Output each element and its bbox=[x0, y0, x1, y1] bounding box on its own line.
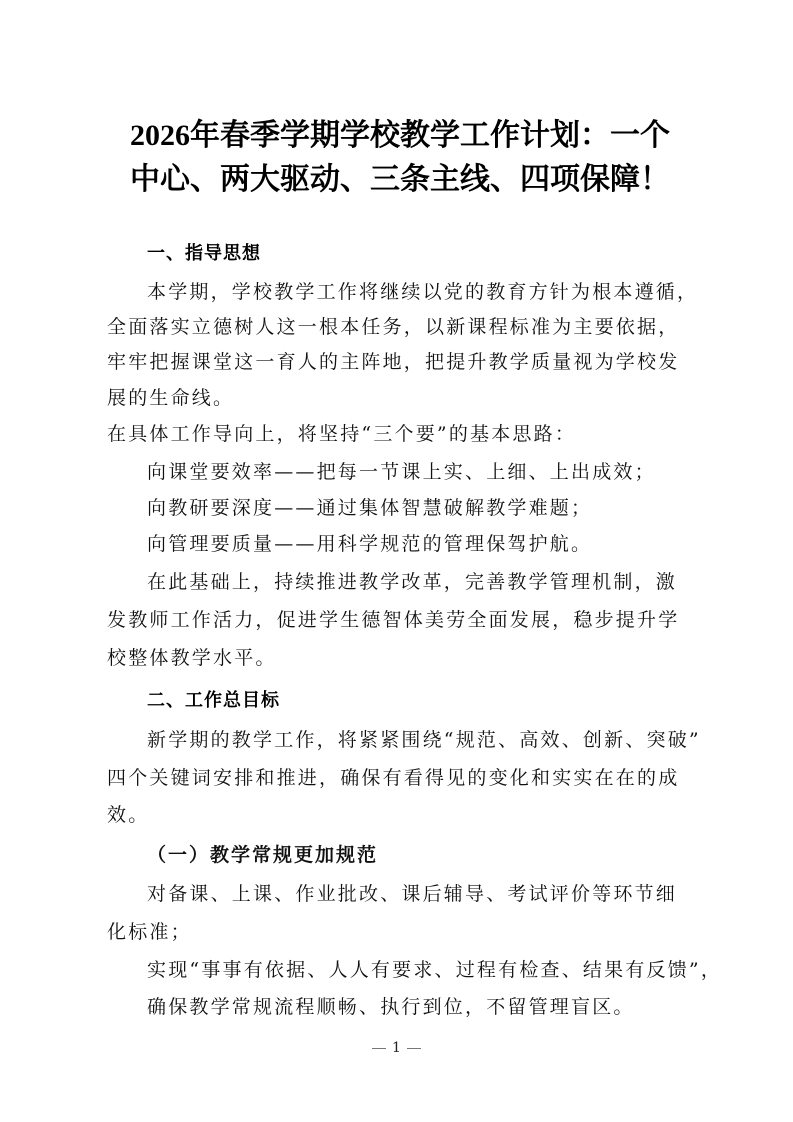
paragraph-line: 展的生命线。 bbox=[107, 387, 235, 409]
footer-dash-right bbox=[407, 1048, 421, 1049]
paragraph-line: 实现“事事有依据、人人有要求、过程有检查、结果有反馈”， bbox=[147, 959, 723, 981]
list-item-management: 向管理要质量——用科学规范的管理保驾护航。 bbox=[147, 533, 593, 555]
paragraph-line: 四个关键词安排和推进，确保有看得见的变化和实实在在的成 bbox=[107, 767, 680, 789]
paragraph-line: 化标准； bbox=[107, 921, 192, 943]
paragraph-line: 全面落实立德树人这一根本任务，以新课程标准为主要依据， bbox=[107, 316, 680, 338]
section-heading-overall-goal: 二、工作总目标 bbox=[147, 690, 280, 711]
paragraph-line: 对备课、上课、作业批改、课后辅导、考试评价等环节细 bbox=[147, 883, 678, 905]
list-item-research: 向教研要深度——通过集体智慧破解教学难题； bbox=[147, 497, 593, 519]
page-number: 1 bbox=[392, 1040, 401, 1056]
footer-dash-left bbox=[372, 1048, 386, 1049]
paragraph-line: 确保教学常规流程顺畅、执行到位，不留管理盲区。 bbox=[147, 996, 635, 1018]
page-footer bbox=[0, 1040, 793, 1056]
title-line-2: 中心、两大驱动、三条主线、四项保障！ bbox=[130, 163, 670, 196]
paragraph-line: 在具体工作导向上，将坚持“三个要”的基本思路： bbox=[107, 423, 577, 445]
paragraph-line: 在此基础上，持续推进教学改革，完善教学管理机制，激 bbox=[147, 571, 678, 593]
paragraph-line: 发教师工作活力，促进学生德智体美劳全面发展，稳步提升学 bbox=[107, 609, 680, 631]
title-line-1: 2026年春季学期学校教学工作计划：一个 bbox=[130, 119, 670, 152]
paragraph-line: 校整体教学水平。 bbox=[107, 647, 277, 669]
paragraph-line: 新学期的教学工作，将紧紧围绕“规范、高效、创新、突破” bbox=[147, 729, 701, 751]
document-title bbox=[100, 114, 700, 202]
paragraph-line: 牢牢把握课堂这一育人的主阵地，把提升教学质量视为学校发 bbox=[107, 351, 680, 373]
section-heading-guiding-thought: 一、指导思想 bbox=[147, 243, 261, 264]
paragraph-line: 效。 bbox=[107, 804, 150, 826]
list-item-classroom: 向课堂要效率——把每一节课上实、上细、上出成效； bbox=[147, 461, 656, 483]
paragraph-line: 本学期，学校教学工作将继续以党的教育方针为根本遵循， bbox=[147, 281, 699, 303]
subsection-heading-teaching-routine: （一）教学常规更加规范 bbox=[147, 844, 379, 866]
